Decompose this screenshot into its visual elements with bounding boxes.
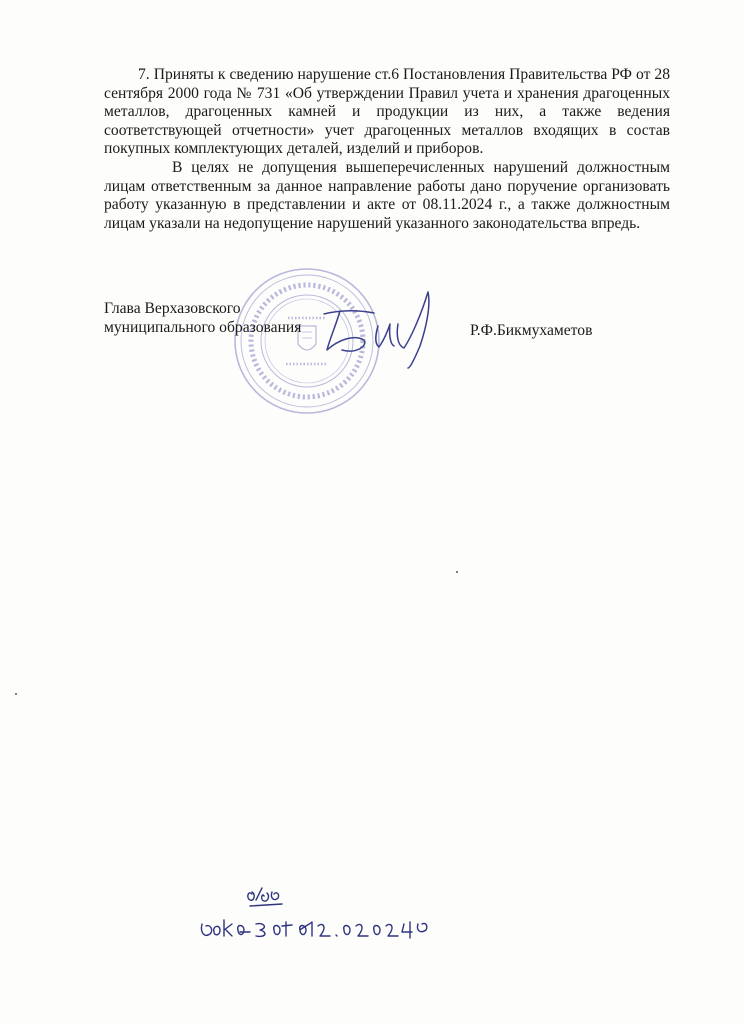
signatory-title-line-2: муниципального образования xyxy=(104,319,302,336)
paragraph-7: 7. Приняты к сведению нарушение ст.6 Постановления Правительства РФ от 28 сентября 2000 года № 731 «Об утверждении Правил учета и хранения драгоценных металлов, драгоценных камней и продукции из них, а также ведения соответствующей отчетности» учет драгоценных металлов входящих в состав покупных комплектующих деталей, изделий и приборов. xyxy=(104,66,670,158)
scan-speck xyxy=(456,571,458,573)
handwritten-registration-note xyxy=(190,880,460,960)
document-body xyxy=(104,66,670,233)
handwritten-signature xyxy=(318,280,448,370)
paragraph-followup: В целях не допущения вышеперечисленных нарушений должностным лицам ответственным за данное направление работы дано поручение организовать работу указанную в представлении и акте от 08.11.2024 г., а также должностным лицам указали на недопущение нарушений указанного законодательства впредь. xyxy=(104,158,670,232)
signatory-title-line-1: Глава Верхазовского xyxy=(104,300,241,317)
scan-speck xyxy=(15,693,17,695)
signatory-name: Р.Ф.Бикмухаметов xyxy=(470,322,593,339)
